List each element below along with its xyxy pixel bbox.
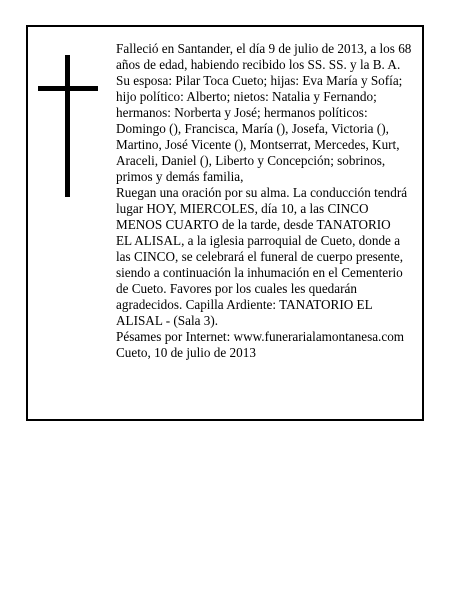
- obituary-notice: [26, 25, 424, 421]
- text-line: Su esposa: Pilar Toca Cueto; hijas: Eva María y Sofía;: [116, 73, 403, 88]
- cross-vertical-bar: [65, 55, 70, 197]
- text-line: hijo político: Alberto; nietos: Natalia y Fernando;: [116, 89, 377, 104]
- text-line: agradecidos. Capilla Ardiente: TANATORIO EL: [116, 297, 373, 312]
- text-line: lugar HOY, MIERCOLES, día 10, a las CINCO: [116, 201, 369, 216]
- text-line: primos y demás familia,: [116, 169, 244, 184]
- obituary-text: [116, 41, 422, 361]
- cross-horizontal-bar: [38, 86, 98, 91]
- date-line: Cueto, 10 de julio de 2013: [116, 345, 256, 360]
- condolences-link-line: Pésames por Internet: www.funerarialamontanesa.com: [116, 329, 405, 344]
- text-line: siendo a continuación la inhumación en el Cementerio: [116, 265, 403, 280]
- text-line: Domingo (), Francisca, María (), Josefa, Victoria (),: [116, 121, 389, 136]
- cross-icon: [38, 55, 98, 197]
- text-line: MENOS CUARTO de la tarde, desde TANATORIO: [116, 217, 391, 232]
- text-line: ALISAL - (Sala 3).: [116, 313, 219, 328]
- text-line: de Cueto. Favores por los cuales les quedarán: [116, 281, 357, 296]
- text-line: Ruegan una oración por su alma. La conducción tendrá: [116, 185, 408, 200]
- text-line: EL ALISAL, a la iglesia parroquial de Cueto, donde a: [116, 233, 401, 248]
- text-line: hermanos: Norberta y José; hermanos políticos:: [116, 105, 368, 120]
- text-line: años de edad, habiendo recibido los SS. SS. y la B. A.: [116, 57, 401, 72]
- text-line: Araceli, Daniel (), Liberto y Concepción; sobrinos,: [116, 153, 386, 168]
- text-line: Falleció en Santander, el día 9 de julio de 2013, a los 68: [116, 41, 412, 56]
- text-line: las CINCO, se celebrará el funeral de cuerpo presente,: [116, 249, 404, 264]
- text-line: Martino, José Vicente (), Montserrat, Mercedes, Kurt,: [116, 137, 400, 152]
